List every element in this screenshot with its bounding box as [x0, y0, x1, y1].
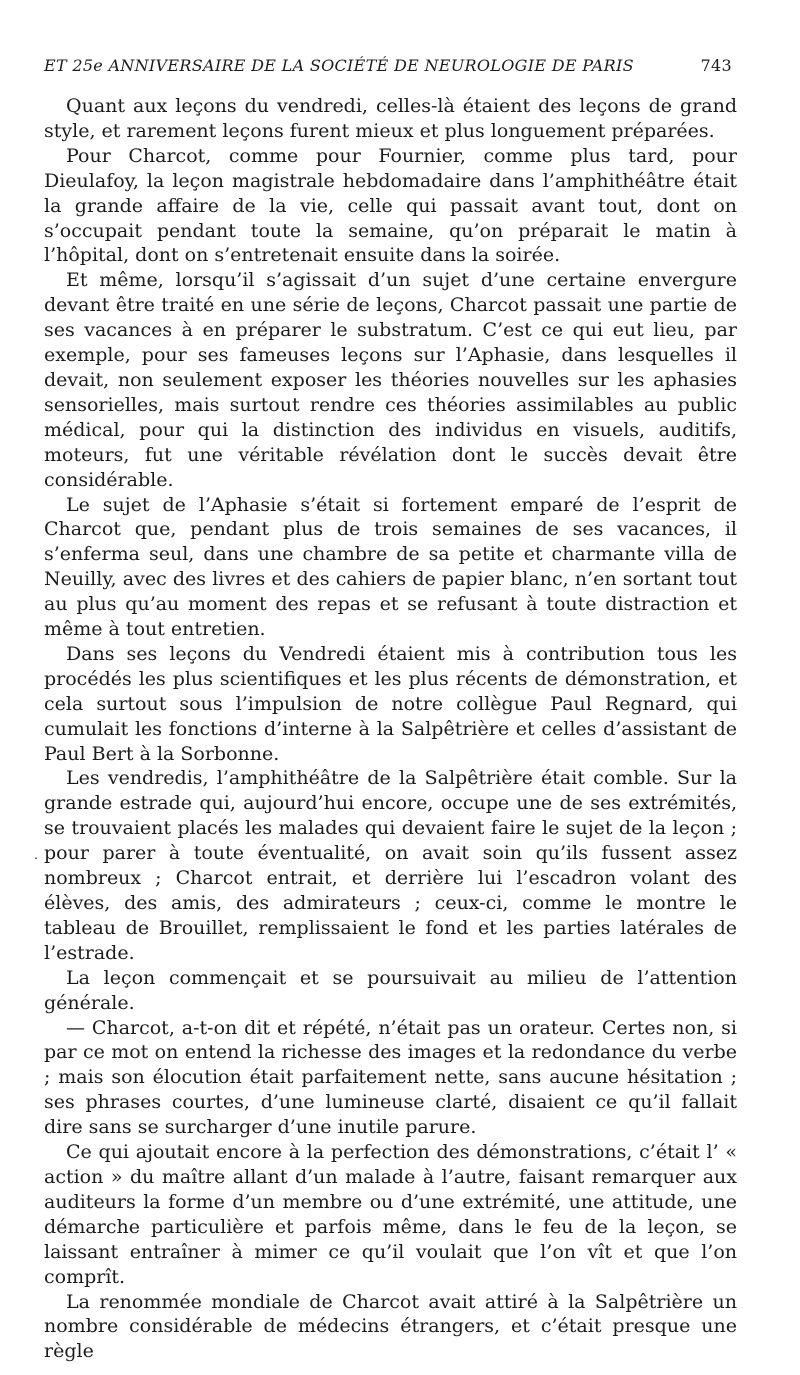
paragraph-7: La leçon commençait et se poursuivait au milieu de l’attention générale. — [44, 966, 737, 1014]
paragraph-2: Pour Charcot, comme pour Fournier, comme plus tard, pour Dieulafoy, la leçon magistrale hebdomadaire dans l’amphithéâtre était la grande affaire de la vie, celle qui passait avant tout, dont on s’occupait pendant toute la semaine, qu’on préparait le matin à l’hôpital, dont on s’entretenait ensuite dans la soirée. — [44, 144, 737, 267]
marginal-mark: . — [34, 848, 38, 862]
page-number: 743 — [700, 56, 732, 75]
paragraph-10: La renommée mondiale de Charcot avait attiré à la Salpêtrière un nombre considérable de médecins étrangers, et c’était presque une règle — [44, 1290, 737, 1363]
paragraph-5: Dans ses leçons du Vendredi étaient mis à contribution tous les procédés les plus scientifiques et les plus récents de démonstration, et cela surtout sous l’impulsion de notre collègue Paul Regnard, qui cumulait les fonctions d’interne à la Salpêtrière et celles d’assistant de Paul Bert à la Sorbonne. — [44, 642, 737, 765]
paragraph-8: — Charcot, a-t-on dit et répété, n’était pas un orateur. Certes non, si par ce mot on entend la richesse des images et la redondance du verbe ; mais son élocution était parfaitement nette, sans aucune hésitation ; ses phrases courtes, d’une lumineuse clarté, disaient ce qu’il fallait dire sans se surcharger d’une inutile parure. — [44, 1016, 737, 1139]
paragraph-1: Quant aux leçons du vendredi, celles-là étaient des leçons de grand style, et rarement leçons furent mieux et plus longuement préparées. — [44, 95, 737, 142]
running-head — [44, 56, 732, 82]
paragraph-3: Et même, lorsqu’il s’agissait d’un sujet d’une certaine envergure devant être traité en une série de leçons, Charcot passait une partie de ses vacances à en préparer le substratum. C’est ce qui eut lieu, par exemple, pour ses fameuses leçons sur l’Aphasie, dans lesquelles il devait, non seulement exposer les théories nouvelles sur les aphasies sensorielles, mais surtout rendre ces théories assimilables au public médical, pour qui la distinction des individus en visuels, auditifs, moteurs, fut une véritable révélation dont le succès devait être considérable. — [44, 269, 737, 491]
paragraph-4: Le sujet de l’Aphasie s’était si fortement emparé de l’esprit de Charcot que, pendant plus de trois semaines de ses vacances, il s’enferma seul, dans une chambre de sa petite et charmante villa de Neuilly, avec des livres et des cahiers de papier blanc, n’en sortant tout au plus qu’au moment des repas et se refusant à toute distraction et même à tout entretien. — [44, 493, 737, 641]
paragraph-6: Les vendredis, l’amphithéâtre de la Salpêtrière était comble. Sur la grande estrade qui, aujourd’hui encore, occupe une de ses extrémités, se trouvaient placés les malades qui devaient faire le sujet de la leçon ; pour parer à toute éventualité, on avait soin qu’ils fussent assez nombreux ; Charcot entrait, et derrière lui l’escadron volant des élèves, des amis, des admirateurs ; ceux-ci, comme le montre le tableau de Brouillet, remplissaient le fond et les parties latérales de l’estrade. — [44, 767, 737, 964]
running-title: ET 25e ANNIVERSAIRE DE LA SOCIÉTÉ DE NEUROLOGIE DE PARIS — [44, 56, 634, 75]
body-text — [44, 94, 737, 1364]
paragraph-9: Ce qui ajoutait encore à la perfection des démonstrations, c’était l’ « action » du maître allant d’un malade à l’autre, faisant remarquer aux auditeurs la forme d’un membre ou d’une extrémité, une attitude, une démarche particulière et parfois même, dans le feu de la leçon, se laissant entraîner à mimer ce qu’il voulait que l’on vît et que l’on comprît. — [44, 1141, 737, 1288]
